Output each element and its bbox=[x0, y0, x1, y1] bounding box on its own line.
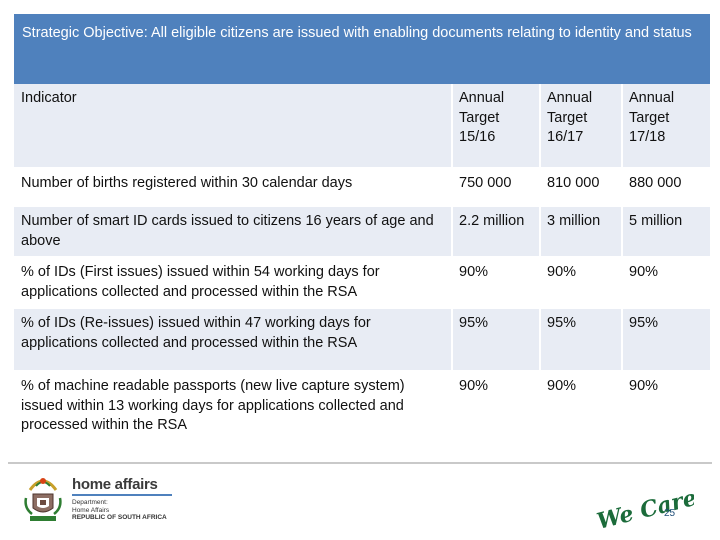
logo-country: REPUBLIC OF SOUTH AFRICA bbox=[72, 514, 167, 521]
target-cell: 750 000 bbox=[452, 168, 540, 206]
page-number: 25 bbox=[664, 508, 676, 519]
indicator-cell: Number of births registered within 30 calendar days bbox=[14, 168, 452, 206]
logo-name: home affairs bbox=[72, 476, 158, 493]
slide-header bbox=[14, 14, 710, 84]
target-cell: 3 million bbox=[540, 206, 622, 257]
strategic-objective-title: Strategic Objective: All eligible citizens are issued with enabling documents relating to identity and status bbox=[22, 25, 692, 41]
target-cell: 5 million bbox=[622, 206, 710, 257]
target-cell: 90% bbox=[452, 257, 540, 308]
target-cell: 95% bbox=[622, 308, 710, 371]
home-affairs-logo bbox=[72, 476, 172, 522]
target-cell: 95% bbox=[540, 308, 622, 371]
table-row bbox=[14, 206, 710, 257]
indicator-cell: % of IDs (First issues) issued within 54 working days for applications collected and processed within the RSA bbox=[14, 257, 452, 308]
target-cell: 90% bbox=[540, 371, 622, 453]
column-header-target-17-18: Annual Target 17/18 bbox=[622, 84, 710, 168]
target-cell: 2.2 million bbox=[452, 206, 540, 257]
table-header-row bbox=[14, 84, 710, 168]
table-row bbox=[14, 257, 710, 308]
target-cell: 90% bbox=[622, 257, 710, 308]
we-care-slogan bbox=[594, 472, 694, 533]
logo-dept-name: Home Affairs bbox=[72, 506, 110, 514]
footer-divider bbox=[8, 462, 712, 464]
table-row bbox=[14, 168, 710, 206]
target-cell: 90% bbox=[540, 257, 622, 308]
slogan-text: We Care! bbox=[594, 482, 694, 528]
column-header-indicator: Indicator bbox=[14, 84, 452, 168]
indicator-cell: % of IDs (Re-issues) issued within 47 working days for applications collected and processed within the RSA bbox=[14, 308, 452, 371]
logo-dept-label: Department: bbox=[72, 499, 108, 506]
table-row bbox=[14, 371, 710, 453]
target-cell: 90% bbox=[452, 371, 540, 453]
targets-table bbox=[14, 84, 710, 454]
target-cell: 810 000 bbox=[540, 168, 622, 206]
column-header-target-15-16: Annual Target 15/16 bbox=[452, 84, 540, 168]
target-cell: 95% bbox=[452, 308, 540, 371]
indicator-cell: Number of smart ID cards issued to citizens 16 years of age and above bbox=[14, 206, 452, 257]
target-cell: 880 000 bbox=[622, 168, 710, 206]
table-row bbox=[14, 308, 710, 371]
indicator-cell: % of machine readable passports (new live capture system) issued within 13 working days for applications collected and processed within the RSA bbox=[14, 371, 452, 453]
coat-of-arms-icon bbox=[22, 472, 64, 529]
logo-underline bbox=[72, 494, 172, 496]
target-cell: 90% bbox=[622, 371, 710, 453]
column-header-target-16-17: Annual Target 16/17 bbox=[540, 84, 622, 168]
